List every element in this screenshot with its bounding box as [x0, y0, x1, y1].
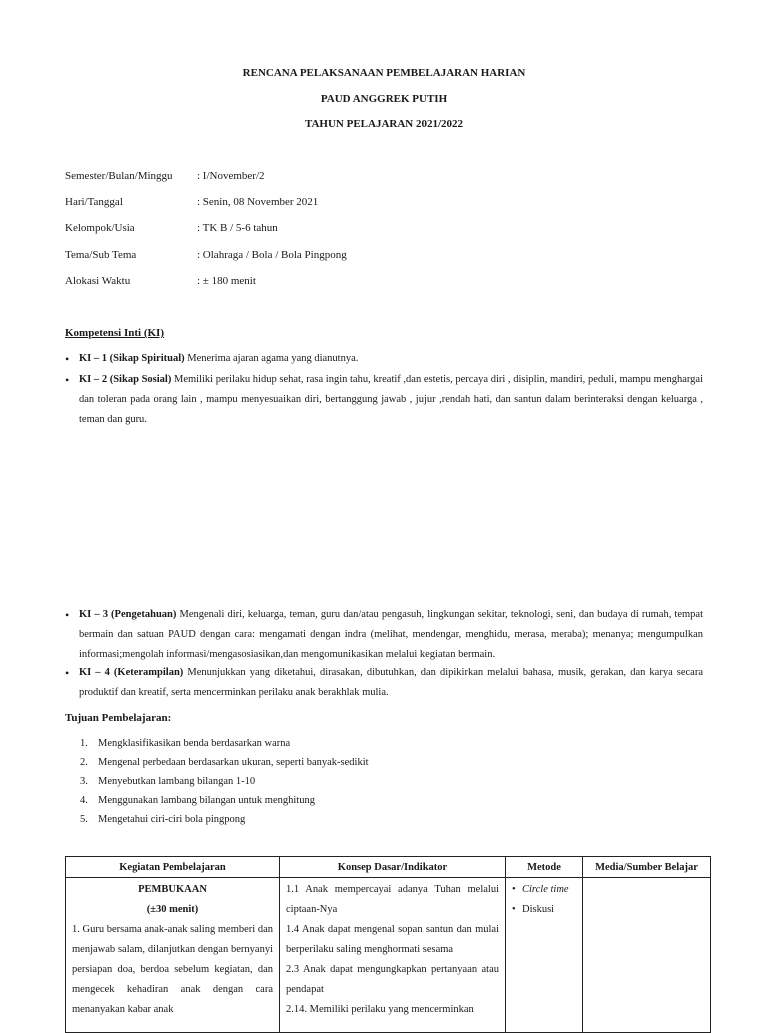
bullet-icon: • [512, 884, 516, 895]
tujuan-item [80, 757, 680, 768]
identity-row [65, 249, 705, 263]
tujuan-text: Mengklasifikasikan benda berdasarkan warna [98, 738, 291, 749]
tujuan-text: Menyebutkan lambang bilangan 1-10 [98, 776, 256, 787]
ki-head: KI – 2 (Sikap Sosial) [79, 374, 172, 385]
ki-item [65, 663, 703, 703]
pembukaan-title: PEMBUKAAN [138, 884, 207, 895]
metode-cell [506, 878, 583, 1033]
tujuan-item [80, 738, 680, 749]
tujuan-text: Mengenal perbedaan berdasarkan ukuran, seperti banyak-sedikit [98, 757, 369, 768]
metode-item [512, 880, 576, 900]
ki-title: Kompetensi Inti (KI) [65, 327, 164, 339]
activity-table [65, 856, 711, 1033]
ki-head: KI – 4 (Keterampilan) [79, 667, 184, 678]
konsep-item: 2.14. Memiliki perilaku yang mencerminkan [286, 1004, 474, 1015]
tujuan-text: Menggunakan lambang bilangan untuk menghitung [98, 795, 315, 806]
tujuan-title: Tujuan Pembelajaran: [65, 712, 172, 724]
table-row [66, 878, 711, 1033]
tujuan-item [80, 814, 680, 825]
identity-value: : I/November/2 [197, 170, 265, 182]
tujuan-num: 1. [80, 738, 88, 749]
bullet-icon: • [65, 666, 70, 680]
identity-row [65, 196, 705, 210]
media-cell [583, 878, 711, 1033]
identity-value: : Senin, 08 November 2021 [197, 196, 319, 208]
tujuan-item [80, 776, 680, 787]
identity-value: : ± 180 menit [197, 275, 256, 287]
konsep-item: 1.4 Anak dapat mengenal sopan santun dan mulai berperilaku saling menghormati sesama [286, 924, 499, 955]
ki-text: Memiliki perilaku hidup sehat, rasa ingin tahu, kreatif ,dan estetis, percaya diri , disiplin, mandiri, peduli, mampu menghargai dan toleran pada orang lain , mampu menyesuaikan diri, bertanggung jawab , jujur ,rendah hati, dan santun dalam berinteraksi dengan keluarga , teman dan guru. [79, 374, 703, 425]
pembukaan-duration: (±30 menit) [146, 904, 199, 915]
konsep-item: 1.1 Anak mempercayai adanya Tuhan melalui ciptaan-Nya [286, 884, 499, 915]
identity-label: Hari/Tanggal [65, 196, 123, 208]
kegiatan-cell [66, 878, 280, 1033]
bullet-icon: • [65, 373, 70, 387]
tujuan-text: Mengetahui ciri-ciri bola pingpong [98, 814, 246, 825]
bullet-icon: • [65, 608, 70, 622]
column-header: Kegiatan Pembelajaran [66, 857, 280, 878]
konsep-item: 2.3 Anak dapat mengungkapkan pertanyaan atau pendapat [286, 964, 499, 995]
ki-head: KI – 1 (Sikap Spiritual) [79, 353, 185, 364]
ki-item [65, 370, 703, 430]
identity-label: Tema/Sub Tema [65, 249, 137, 261]
konsep-cell [280, 878, 506, 1033]
bullet-icon: • [512, 904, 516, 915]
identity-label: Alokasi Waktu [65, 275, 131, 287]
ki-text: Mengenali diri, keluarga, teman, guru dan/atau pengasuh, lingkungan sekitar, teknologi, seni, dan budaya di rumah, tempat bermain dan satuan PAUD dengan cara: mengamati dengan indra (melihat, mendengar, menghidu, merasa, meraba); menanya; mengumpulkan informasi;mengolah informasi/mengasosiasikan,dan mengomunikasikan melalui kegiatan bermain. [79, 609, 703, 660]
identity-row [65, 170, 705, 184]
ki-head: KI – 3 (Pengetahuan) [79, 609, 177, 620]
metode-text: Circle time [522, 884, 569, 895]
doc-title: RENCANA PELAKSANAAN PEMBELAJARAN HARIAN [242, 67, 526, 79]
identity-row [65, 275, 705, 289]
metode-item [512, 900, 576, 920]
identity-value: : TK B / 5-6 tahun [197, 222, 278, 234]
metode-text: Diskusi [522, 904, 555, 915]
identity-label: Semester/Bulan/Minggu [65, 170, 173, 182]
bullet-icon: • [65, 352, 70, 366]
column-header: Metode [506, 857, 583, 878]
identity-label: Kelompok/Usia [65, 222, 135, 234]
tujuan-num: 2. [80, 757, 88, 768]
tujuan-num: 5. [80, 814, 88, 825]
table-header-row [66, 857, 711, 878]
ki-item [65, 605, 703, 665]
ki-text: Menunjukkan yang diketahui, dirasakan, dibutuhkan, dan dipikirkan melalui bahasa, musik, gerakan, dan karya secara produktif dan kreatif, serta mencerminkan perilaku anak berakhlak mulia. [79, 667, 704, 698]
column-header: Konsep Dasar/Indikator [280, 857, 506, 878]
ki-item [65, 349, 703, 369]
identity-value: : Olahraga / Bola / Bola Pingpong [197, 249, 347, 261]
school-name: PAUD ANGGREK PUTIH [320, 93, 448, 105]
kegiatan-item: 1. Guru bersama anak-anak saling memberi dan menjawab salam, dilanjutkan dengan bernyanyi persiapan doa, berdoa sebelum kegiatan, dan mengecek kehadiran anak dengan cara menanyakan kabar anak [72, 924, 273, 1015]
tujuan-num: 3. [80, 776, 88, 787]
tujuan-item [80, 795, 680, 806]
academic-year: TAHUN PELAJARAN 2021/2022 [304, 118, 464, 130]
identity-row [65, 222, 705, 236]
ki-text: Menerima ajaran agama yang dianutnya. [184, 353, 359, 364]
column-header: Media/Sumber Belajar [583, 857, 711, 878]
tujuan-num: 4. [80, 795, 88, 806]
